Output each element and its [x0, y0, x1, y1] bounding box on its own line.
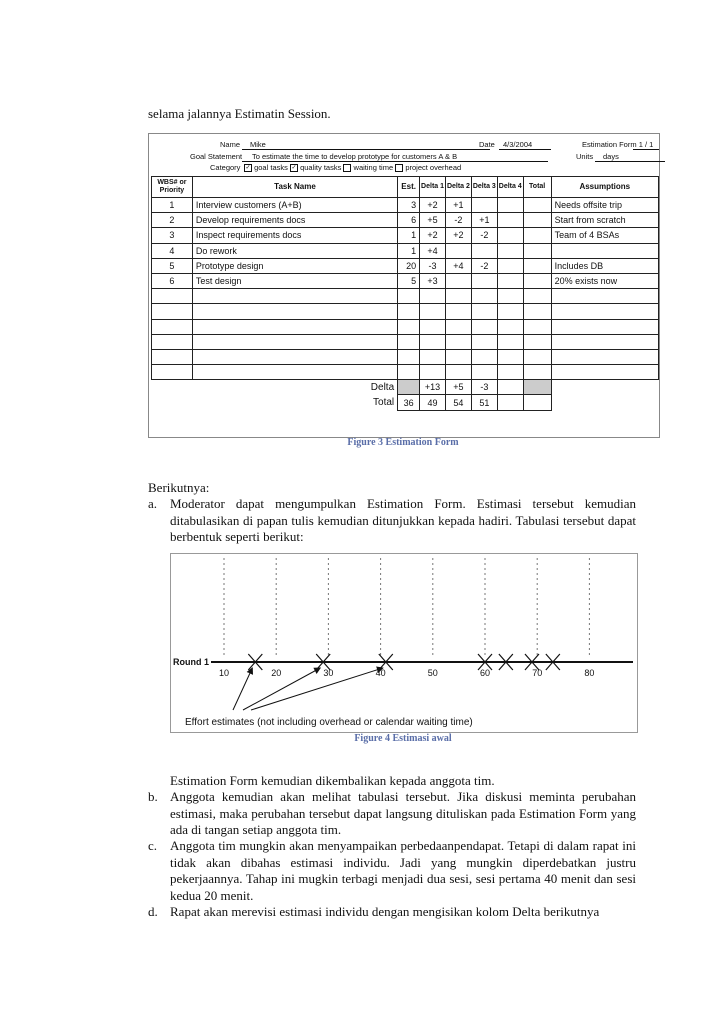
category-label: Category: [210, 163, 241, 172]
goal-label: Goal Statement: [190, 152, 243, 161]
units-value: days: [595, 152, 665, 162]
row-assumption: Needs offsite trip: [551, 198, 658, 213]
col-total: Total: [523, 177, 551, 198]
row-delta-3: [471, 273, 497, 288]
task-name: Prototype design: [192, 258, 397, 273]
name-value: Mike: [242, 140, 490, 150]
item-c-text: Anggota tim mungkin akan menyampaikan perbedaanpendapat. Tetapi di dalam rapat ini tidak akan dibahas estimasi individu. Jadi yang mungkin diperdebatkan justru pekerjaannya. Tahap ini mugkin terbagi menjadi dua sesi, sesi pertama 40 menit dan sesi kedua 20 menit.: [170, 838, 636, 903]
category-quality-tasks: quality tasks: [300, 163, 342, 172]
row-assumption: 20% exists now: [551, 273, 658, 288]
empty-row: [152, 349, 659, 364]
tick-label: 40: [375, 668, 386, 678]
col-task: Task Name: [192, 177, 397, 198]
col-assumptions: Assumptions: [551, 177, 658, 198]
delta-sum-3: -3: [471, 380, 497, 395]
row-total: [523, 198, 551, 213]
row-total: [523, 258, 551, 273]
estimates-chart-svg: [171, 554, 637, 732]
date-value: 4/3/2004: [499, 140, 551, 150]
after-figure-4: Estimation Form kemudian dikembalikan kepada anggota tim.: [170, 773, 495, 788]
row-delta-3: -2: [471, 228, 497, 243]
tick-label: 70: [532, 668, 543, 678]
estimates-chart: [170, 553, 638, 733]
row-delta-4: [497, 198, 523, 213]
item-b-text: Anggota kemudian akan melihat tabulasi tersebut. Jika diskusi meminta perubahan estimasi, maka perubahan tersebut dapat langsung dituliskan pada Estimation Form yang ada di tangan setiap anggota tim.: [170, 789, 636, 837]
item-b-marker: b.: [148, 789, 158, 804]
item-d-marker: d.: [148, 904, 158, 919]
row-assumption: Includes DB: [551, 258, 658, 273]
delta-sum-2: +5: [445, 380, 471, 395]
task-name: Do rework: [192, 243, 397, 258]
row-total: [523, 228, 551, 243]
total-est: 36: [398, 395, 420, 410]
table-row: [152, 228, 659, 243]
checkbox-icon-checked: ✓: [245, 165, 251, 172]
tick-label: 60: [479, 668, 491, 678]
empty-row: [152, 304, 659, 319]
total-2: 54: [445, 395, 471, 410]
category-goal-tasks: goal tasks: [254, 163, 288, 172]
category-options: [244, 163, 461, 172]
row-delta-1: +3: [420, 273, 446, 288]
table-row: [152, 258, 659, 273]
col-est: Est.: [398, 177, 420, 198]
row-delta-3: [471, 198, 497, 213]
tick-label: 20: [271, 668, 282, 678]
tick-label: 10: [218, 668, 230, 678]
row-assumption: Team of 4 BSAs: [551, 228, 658, 243]
delta-row: [152, 380, 659, 395]
round-label: Round 1: [173, 657, 209, 667]
item-d-text: Rapat akan merevisi estimasi individu dengan mengisikan kolom Delta berikutnya: [170, 904, 600, 919]
annotation-arrow: [243, 668, 320, 710]
row-delta-4: [497, 243, 523, 258]
row-total: [523, 213, 551, 228]
estimation-table: [151, 176, 659, 411]
total-label: Total: [373, 397, 395, 409]
row-delta-4: [497, 273, 523, 288]
row-delta-3: [471, 243, 497, 258]
tick-label: 50: [427, 668, 438, 678]
col-delta-3: Delta 3: [471, 177, 497, 198]
category-waiting-time: waiting time: [353, 163, 394, 172]
annotation-text: Effort estimates (not including overhead or calendar waiting time): [185, 717, 473, 728]
task-name: Test design: [192, 273, 397, 288]
col-delta-4: Delta 4: [497, 177, 523, 198]
row-delta-1: +2: [420, 198, 446, 213]
delta-label: Delta: [370, 382, 395, 394]
row-estimate: 5: [398, 273, 420, 288]
table-row: [152, 273, 659, 288]
delta-sum-1: +13: [420, 380, 446, 395]
row-estimate: 1: [398, 243, 420, 258]
category-project-overhead: project overhead: [405, 163, 462, 172]
row-delta-3: -2: [471, 258, 497, 273]
tick-label: 30: [323, 668, 334, 678]
row-estimate: 6: [398, 213, 420, 228]
table-header-row: [152, 177, 659, 198]
task-name: Develop requirements docs: [192, 213, 397, 228]
estimation-form: [148, 133, 660, 438]
units-label: Units: [576, 152, 594, 161]
row-delta-4: [497, 213, 523, 228]
figure-3-caption: Figure 3 Estimation Form: [347, 437, 459, 448]
tick-label: 80: [584, 668, 595, 678]
name-label: Name: [220, 140, 241, 149]
checkbox-icon-checked: ✓: [291, 165, 297, 172]
row-delta-1: +5: [420, 213, 446, 228]
row-number: 4: [152, 243, 193, 258]
row-estimate: 20: [398, 258, 420, 273]
row-delta-1: +4: [420, 243, 446, 258]
task-name: Inspect requirements docs: [192, 228, 397, 243]
row-delta-1: +2: [420, 228, 446, 243]
figure-4-caption: Figure 4 Estimasi awal: [354, 733, 452, 744]
goal-value: To estimate the time to develop prototype for customers A & B: [242, 152, 548, 162]
empty-row: [152, 289, 659, 304]
total-row: [152, 395, 659, 410]
row-delta-4: [497, 228, 523, 243]
item-a-text: Moderator dapat mengumpulkan Estimation Form. Estimasi tersebut kemudian ditabulasikan di papan tulis kemudian ditunjukkan kepada hadiri. Tabulasi tersebut dapat berbentuk seperti berikut:: [170, 496, 636, 544]
empty-row: [152, 319, 659, 334]
row-number: 6: [152, 273, 193, 288]
form-no-value: 1 / 1: [633, 140, 659, 150]
row-delta-1: -3: [420, 258, 446, 273]
task-name: Interview customers (A+B): [192, 198, 397, 213]
row-number: 3: [152, 228, 193, 243]
table-row: [152, 243, 659, 258]
total-3: 51: [471, 395, 497, 410]
row-delta-2: -2: [445, 213, 471, 228]
date-label: Date: [479, 140, 495, 149]
row-number: 5: [152, 258, 193, 273]
row-number: 2: [152, 213, 193, 228]
col-delta-1: Delta 1: [420, 177, 446, 198]
row-estimate: 3: [398, 198, 420, 213]
row-delta-2: +4: [445, 258, 471, 273]
checkbox-icon: [343, 164, 351, 172]
item-a-marker: a.: [148, 496, 158, 511]
row-number: 1: [152, 198, 193, 213]
row-delta-2: [445, 273, 471, 288]
empty-row: [152, 334, 659, 349]
row-total: [523, 243, 551, 258]
annotation-arrow: [233, 668, 252, 710]
row-delta-2: [445, 243, 471, 258]
intro-line: selama jalannya Estimatin Session.: [148, 106, 331, 121]
total-1: 49: [420, 395, 446, 410]
empty-row: [152, 365, 659, 380]
row-delta-3: +1: [471, 213, 497, 228]
row-estimate: 1: [398, 228, 420, 243]
row-delta-2: +2: [445, 228, 471, 243]
row-delta-4: [497, 258, 523, 273]
berikutnya-heading: Berikutnya:: [148, 480, 210, 495]
checkbox-icon: [395, 164, 403, 172]
item-c-marker: c.: [148, 838, 158, 853]
col-delta-2: Delta 2: [445, 177, 471, 198]
row-delta-2: +1: [445, 198, 471, 213]
row-total: [523, 273, 551, 288]
row-assumption: Start from scratch: [551, 213, 658, 228]
form-no-label: Estimation Form: [582, 140, 637, 149]
table-row: [152, 198, 659, 213]
col-wbs: WBS# or Priority: [152, 177, 193, 198]
row-assumption: [551, 243, 658, 258]
table-row: [152, 213, 659, 228]
